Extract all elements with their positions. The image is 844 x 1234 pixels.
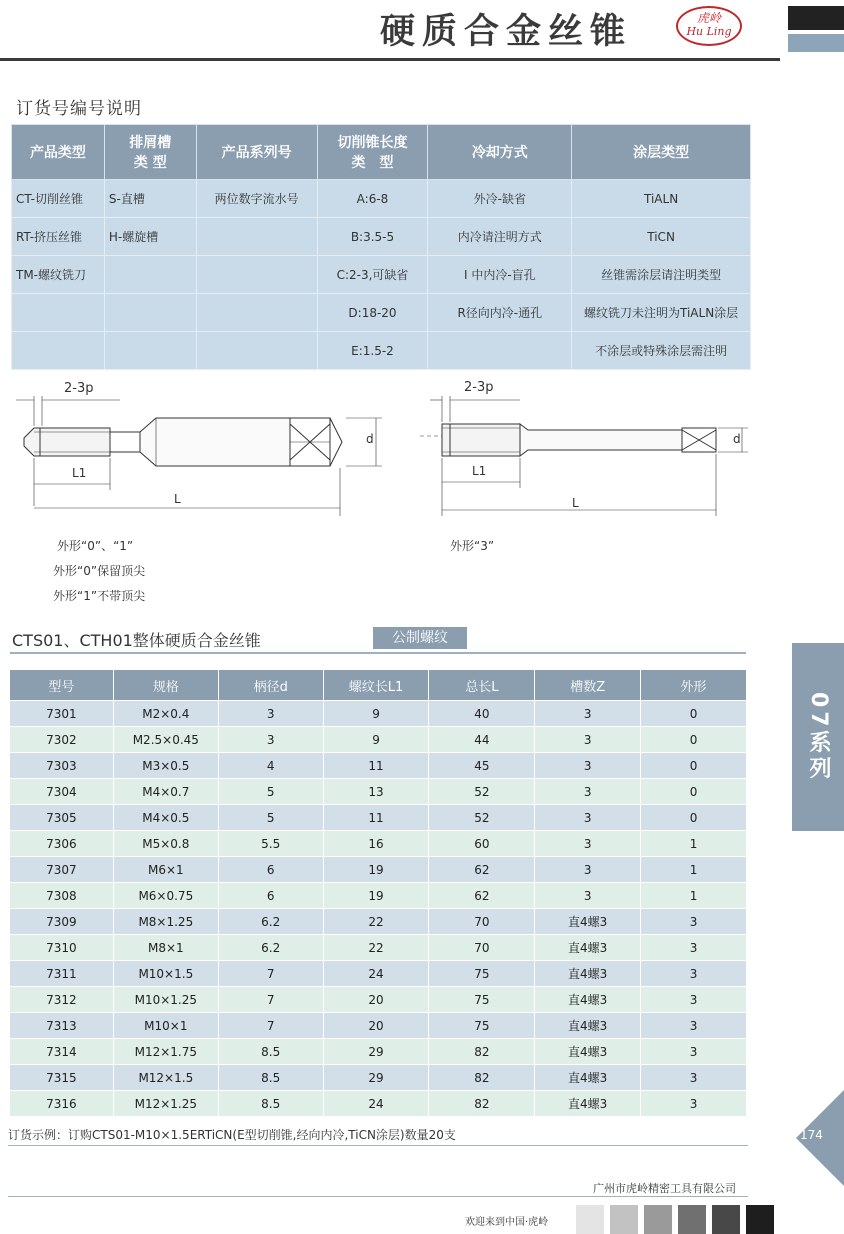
- order-table-cell: 外冷-缺省: [428, 180, 572, 218]
- table-cell: 82: [429, 1039, 535, 1065]
- order-table-cell: R径向内冷-通孔: [428, 294, 572, 332]
- col-header: 总长L: [429, 670, 535, 701]
- dim-l-right: L: [572, 496, 579, 510]
- table-cell: 60: [429, 831, 535, 857]
- table-cell: M2.5×0.45: [113, 727, 218, 753]
- order-table-row: [12, 218, 751, 256]
- order-table-cell: B:3.5-5: [317, 218, 428, 256]
- order-table-header: [12, 125, 751, 180]
- table-cell: M3×0.5: [113, 753, 218, 779]
- tap-diagram-left: [10, 376, 390, 516]
- table-cell: M10×1: [113, 1013, 218, 1039]
- table-cell: 0: [641, 753, 747, 779]
- table-cell: 7303: [10, 753, 114, 779]
- table-cell: 9: [323, 701, 429, 727]
- table-cell: 8.5: [218, 1065, 323, 1091]
- page-title: 硬质合金丝锥: [380, 12, 633, 52]
- table-cell: 75: [429, 987, 535, 1013]
- table-cell: M8×1.25: [113, 909, 218, 935]
- col-header: 产品系列号: [196, 125, 317, 180]
- table-cell: 52: [429, 779, 535, 805]
- order-table-cell: 螺纹铣刀未注明为TiALN涂层: [572, 294, 751, 332]
- table-cell: 82: [429, 1065, 535, 1091]
- table-cell: 29: [323, 1065, 429, 1091]
- color-swatch: [712, 1205, 740, 1234]
- shape-note: 外形“0”保留顶尖: [53, 564, 146, 578]
- table-cell: 29: [323, 1039, 429, 1065]
- table-cell: 7302: [10, 727, 114, 753]
- order-example: 订货示例：订购CTS01-M10×1.5ERTiCN(E型切削锥,经向内冷,TiCN涂层)数量20支: [8, 1128, 456, 1142]
- table-cell: M8×1: [113, 935, 218, 961]
- table-cell: 6: [218, 857, 323, 883]
- product-title-divider: [10, 652, 746, 654]
- col-header: 产品类型: [12, 125, 105, 180]
- table-cell: 5.5: [218, 831, 323, 857]
- order-table-cell: H-螺旋槽: [104, 218, 196, 256]
- order-table-cell: [196, 332, 317, 370]
- dim-l1-left: L1: [72, 466, 87, 480]
- table-cell: 8.5: [218, 1039, 323, 1065]
- col-header: 涂层类型: [572, 125, 751, 180]
- table-cell: 20: [323, 987, 429, 1013]
- table-cell: 3: [641, 1013, 747, 1039]
- order-table-cell: RT-挤压丝锥: [12, 218, 105, 256]
- table-cell: 3: [535, 727, 641, 753]
- table-cell: M12×1.5: [113, 1065, 218, 1091]
- table-row: [10, 805, 747, 831]
- table-cell: 75: [429, 1013, 535, 1039]
- shape-note: 外形“1”不带顶尖: [53, 589, 146, 603]
- table-cell: 70: [429, 935, 535, 961]
- table-cell: 24: [323, 961, 429, 987]
- table-cell: 19: [323, 883, 429, 909]
- table-cell: 5: [218, 805, 323, 831]
- col-header: 柄径d: [218, 670, 323, 701]
- table-cell: 7301: [10, 701, 114, 727]
- table-cell: 直4螺3: [535, 1039, 641, 1065]
- table-cell: 3: [535, 831, 641, 857]
- logo-pinyin: Hu Ling: [686, 25, 732, 38]
- table-cell: 0: [641, 805, 747, 831]
- table-cell: 3: [218, 701, 323, 727]
- table-cell: 3: [535, 805, 641, 831]
- table-row: [10, 857, 747, 883]
- order-table-cell: [428, 332, 572, 370]
- table-cell: 40: [429, 701, 535, 727]
- table-cell: 3: [535, 701, 641, 727]
- color-swatch: [746, 1205, 774, 1234]
- spec-table: [9, 669, 747, 1117]
- table-row: [10, 1039, 747, 1065]
- dim-d-left: d: [366, 432, 374, 446]
- order-table-cell: TiALN: [572, 180, 751, 218]
- table-cell: 9: [323, 727, 429, 753]
- order-table-cell: [104, 256, 196, 294]
- table-cell: 7310: [10, 935, 114, 961]
- table-cell: M2×0.4: [113, 701, 218, 727]
- table-row: [10, 961, 747, 987]
- table-cell: 直4螺3: [535, 961, 641, 987]
- page-number: 174: [800, 1128, 823, 1142]
- table-cell: 3: [535, 779, 641, 805]
- table-cell: 7: [218, 987, 323, 1013]
- col-header: 槽数Z: [535, 670, 641, 701]
- table-cell: M6×1: [113, 857, 218, 883]
- color-swatch: [644, 1205, 672, 1234]
- table-cell: M10×1.5: [113, 961, 218, 987]
- order-table-row: [12, 256, 751, 294]
- table-cell: 52: [429, 805, 535, 831]
- dim-l-left: L: [174, 492, 181, 506]
- table-cell: 19: [323, 857, 429, 883]
- table-row: [10, 883, 747, 909]
- table-cell: 0: [641, 701, 747, 727]
- order-table-cell: [196, 218, 317, 256]
- order-table-cell: [12, 294, 105, 332]
- table-cell: 20: [323, 1013, 429, 1039]
- table-cell: 22: [323, 935, 429, 961]
- table-cell: 82: [429, 1091, 535, 1117]
- table-cell: 62: [429, 883, 535, 909]
- col-header: 螺纹长L1: [323, 670, 429, 701]
- product-title: CTS01、CTH01整体硬质合金丝锥: [12, 631, 261, 650]
- table-cell: 62: [429, 857, 535, 883]
- order-table-cell: 丝锥需涂层请注明类型: [572, 256, 751, 294]
- order-section-title: 订货号编号说明: [16, 99, 142, 119]
- header-gray-block: [788, 34, 844, 52]
- table-cell: 8.5: [218, 1091, 323, 1117]
- table-cell: 直4螺3: [535, 935, 641, 961]
- welcome-text: 欢迎来到中国·虎岭: [465, 1217, 549, 1228]
- order-table-row: [12, 180, 751, 218]
- table-cell: 7306: [10, 831, 114, 857]
- shape-note: 外形“3”: [450, 539, 495, 553]
- color-swatch: [576, 1205, 604, 1234]
- footer-divider: [8, 1196, 748, 1197]
- table-cell: 3: [535, 857, 641, 883]
- order-table-cell: D:18-20: [317, 294, 428, 332]
- table-cell: 7311: [10, 961, 114, 987]
- col-header: 型号: [10, 670, 114, 701]
- order-code-table: [11, 124, 751, 370]
- table-row: [10, 909, 747, 935]
- table-cell: 直4螺3: [535, 1065, 641, 1091]
- table-cell: M5×0.8: [113, 831, 218, 857]
- logo-chinese: 虎岭: [696, 11, 721, 25]
- table-cell: M10×1.25: [113, 987, 218, 1013]
- order-table-cell: 内冷请注明方式: [428, 218, 572, 256]
- table-row: [10, 1065, 747, 1091]
- table-cell: 22: [323, 909, 429, 935]
- brand-logo: [676, 6, 742, 46]
- table-cell: 1: [641, 883, 747, 909]
- table-row: [10, 1013, 747, 1039]
- order-table-cell: [104, 332, 196, 370]
- table-cell: 3: [641, 935, 747, 961]
- table-cell: 3: [641, 909, 747, 935]
- table-cell: 1: [641, 831, 747, 857]
- table-cell: 0: [641, 727, 747, 753]
- shape-note: 外形“0”、“1”: [57, 539, 134, 553]
- table-cell: 7313: [10, 1013, 114, 1039]
- color-swatch: [678, 1205, 706, 1234]
- col-header: 外形: [641, 670, 747, 701]
- order-table-cell: C:2-3,可缺省: [317, 256, 428, 294]
- series-label: 07系列: [806, 691, 831, 783]
- order-table-cell: [12, 332, 105, 370]
- table-cell: 3: [535, 753, 641, 779]
- order-table-cell: E:1.5-2: [317, 332, 428, 370]
- table-cell: 45: [429, 753, 535, 779]
- col-header: 切削锥长度 类 型: [317, 125, 428, 180]
- order-table-cell: 两位数字流水号: [196, 180, 317, 218]
- series-side-tab: [792, 643, 844, 831]
- order-table-cell: TiCN: [572, 218, 751, 256]
- dim-l1-right: L1: [472, 464, 487, 478]
- table-cell: 直4螺3: [535, 987, 641, 1013]
- order-table-row: [12, 332, 751, 370]
- table-cell: 7308: [10, 883, 114, 909]
- table-cell: 直4螺3: [535, 1091, 641, 1117]
- table-cell: 70: [429, 909, 535, 935]
- table-cell: 7304: [10, 779, 114, 805]
- order-table-cell: TM-螺纹铣刀: [12, 256, 105, 294]
- table-row: [10, 987, 747, 1013]
- table-cell: 3: [641, 1065, 747, 1091]
- table-cell: 13: [323, 779, 429, 805]
- table-row: [10, 779, 747, 805]
- table-cell: 44: [429, 727, 535, 753]
- table-row: [10, 1091, 747, 1117]
- table-cell: 3: [641, 1039, 747, 1065]
- table-row: [10, 727, 747, 753]
- table-cell: M6×0.75: [113, 883, 218, 909]
- color-swatch: [610, 1205, 638, 1234]
- order-table-cell: 不涂层或特殊涂层需注明: [572, 332, 751, 370]
- table-row: [10, 935, 747, 961]
- order-table-row: [12, 294, 751, 332]
- table-cell: 7: [218, 961, 323, 987]
- table-cell: 16: [323, 831, 429, 857]
- table-cell: 7316: [10, 1091, 114, 1117]
- table-cell: 直4螺3: [535, 909, 641, 935]
- header-divider: [0, 58, 780, 61]
- table-cell: 7309: [10, 909, 114, 935]
- table-cell: 7: [218, 1013, 323, 1039]
- order-table-cell: CT-切削丝锥: [12, 180, 105, 218]
- col-header: 排屑槽 类 型: [104, 125, 196, 180]
- spec-table-header: [10, 670, 747, 701]
- table-cell: 7307: [10, 857, 114, 883]
- table-cell: 7314: [10, 1039, 114, 1065]
- table-row: [10, 701, 747, 727]
- order-table-cell: A:6-8: [317, 180, 428, 218]
- table-bottom-divider: [8, 1145, 748, 1146]
- dim-chamfer-left: 2-3p: [64, 381, 94, 396]
- table-cell: 6.2: [218, 909, 323, 935]
- header-dark-block: [788, 6, 844, 30]
- table-cell: 11: [323, 805, 429, 831]
- col-header: 冷却方式: [428, 125, 572, 180]
- table-cell: 6: [218, 883, 323, 909]
- table-cell: M12×1.25: [113, 1091, 218, 1117]
- order-table-cell: [196, 294, 317, 332]
- order-table-cell: [196, 256, 317, 294]
- table-cell: 3: [641, 987, 747, 1013]
- table-cell: 1: [641, 857, 747, 883]
- table-cell: 7312: [10, 987, 114, 1013]
- table-row: [10, 831, 747, 857]
- company-name: 广州市虎岭精密工具有限公司: [593, 1182, 736, 1195]
- table-cell: 7315: [10, 1065, 114, 1091]
- dim-chamfer-right: 2-3p: [464, 380, 494, 395]
- table-cell: M4×0.5: [113, 805, 218, 831]
- table-cell: 7305: [10, 805, 114, 831]
- table-cell: M4×0.7: [113, 779, 218, 805]
- table-cell: M12×1.75: [113, 1039, 218, 1065]
- table-row: [10, 753, 747, 779]
- order-table-cell: I 中内冷-盲孔: [428, 256, 572, 294]
- thread-type-badge: 公制螺纹: [373, 627, 467, 649]
- table-cell: 3: [218, 727, 323, 753]
- col-header: 规格: [113, 670, 218, 701]
- table-cell: 3: [641, 1091, 747, 1117]
- table-cell: 11: [323, 753, 429, 779]
- dim-d-right: d: [733, 432, 741, 446]
- table-cell: 5: [218, 779, 323, 805]
- table-cell: 3: [641, 961, 747, 987]
- table-cell: 24: [323, 1091, 429, 1117]
- table-cell: 0: [641, 779, 747, 805]
- order-table-cell: [104, 294, 196, 332]
- tap-diagram-right: [420, 376, 750, 516]
- table-cell: 4: [218, 753, 323, 779]
- table-cell: 6.2: [218, 935, 323, 961]
- table-cell: 3: [535, 883, 641, 909]
- table-cell: 直4螺3: [535, 1013, 641, 1039]
- order-table-cell: S-直槽: [104, 180, 196, 218]
- table-cell: 75: [429, 961, 535, 987]
